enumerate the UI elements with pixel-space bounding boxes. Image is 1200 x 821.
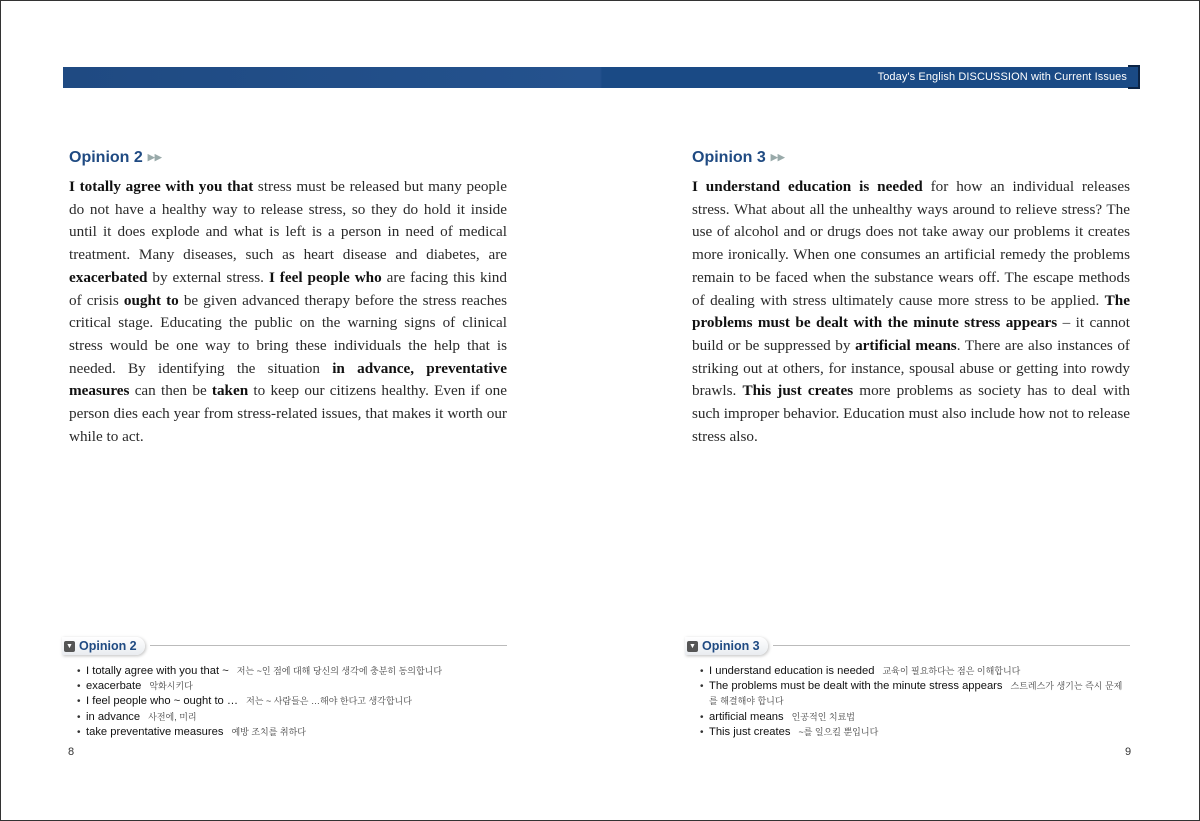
vocab-item	[77, 664, 507, 679]
right-paragraph	[692, 176, 1130, 448]
vocab-english: I feel people who ~ ought to …	[86, 695, 239, 708]
vocab-korean: 예방 조치를 취하다	[231, 726, 306, 737]
chevron-down-icon: ▼	[687, 641, 698, 652]
left-opinion-heading	[69, 149, 162, 167]
vocab-item	[77, 679, 507, 694]
paragraph-text: . There are also instances of striking out at others, for instance, spousal abuse or getting into rowdy brawls.	[692, 336, 1130, 400]
vocab-korean: 인공적인 치료법	[791, 711, 855, 722]
left-heading-text: Opinion 2	[69, 149, 143, 166]
left-vocab-tab	[62, 635, 145, 657]
left-vocab-tab-box	[62, 637, 145, 655]
left-vocab-tab-label: Opinion 2	[79, 639, 137, 653]
vocab-item	[700, 725, 1130, 740]
vocab-item	[700, 679, 1130, 709]
left-vocab-list	[77, 664, 507, 740]
key-phrase: The problems must be dealt with the minute stress appears	[692, 291, 1130, 332]
right-vocab-list	[700, 664, 1130, 740]
paragraph-text: – it cannot build or be suppressed by	[692, 314, 1130, 354]
key-phrase: I feel people who	[268, 268, 382, 286]
paragraph-text: can then be	[129, 382, 212, 400]
vocab-item	[77, 694, 507, 709]
key-phrase: in advance, preventative measures	[69, 359, 507, 400]
key-phrase: This just creates	[742, 382, 854, 400]
paragraph-text: be given advanced therapy before the stress reaches critical stage. Educating the public on the warning signs of clinical stress would be one way to bring these individuals the help that is needed. By identifying the situation	[69, 291, 507, 377]
paragraph-text: for how an individual releases stress. What about all the unhealthy ways around to relieve stress? The use of alcohol and or drugs does not take away our problems it creates more ironically. When one consumes an artificial remedy the problems remain to be faced when the substance wears off. The escape methods of dealing with stress ultimately cause more stress to be applied.	[692, 178, 1130, 309]
vocab-english: exacerbate	[86, 680, 142, 693]
vocab-english: take preventative measures	[86, 725, 224, 738]
chevron-down-icon: ▼	[64, 641, 75, 652]
header-title: Today's English DISCUSSION with Current Issues	[877, 71, 1127, 83]
right-vocab-tab-label: Opinion 3	[702, 639, 760, 653]
right-heading-text: Opinion 3	[692, 149, 766, 166]
vocab-korean: 저는 ~ 사람들은 …해야 한다고 생각합니다	[246, 696, 412, 707]
key-phrase: ought to	[123, 291, 179, 309]
key-phrase: artificial means	[855, 336, 957, 354]
paragraph-text: stress must be released but many people do not have a healthy way to release stress, so they do hold it inside until it does explode and what is left is a person in need of medical treatment. Many diseases, such as heart disease and diabetes, are	[69, 178, 507, 264]
double-arrow-icon: ▶▶	[147, 152, 162, 162]
vocab-english: This just creates	[709, 725, 791, 738]
key-phrase: I totally agree with you that	[69, 178, 254, 195]
left-page-number: 8	[68, 746, 75, 758]
paragraph-text: to keep our citizens healthy. Even if one person dies each year from stress-related issues, that makes it worth our while to act.	[69, 382, 507, 445]
double-arrow-icon: ▶▶	[770, 152, 785, 162]
vocab-item	[77, 725, 507, 740]
vocab-english: in advance	[86, 710, 141, 723]
paragraph-text: by external stress.	[147, 268, 269, 286]
right-vocab-tab	[685, 635, 768, 657]
paragraph-text: are facing this kind of crisis	[69, 268, 507, 309]
vocab-item	[700, 710, 1130, 725]
right-page-number: 9	[1125, 746, 1132, 758]
left-vocab-divider	[150, 645, 507, 646]
vocab-english: I understand education is needed	[709, 665, 875, 677]
right-vocab-tab-box	[685, 637, 768, 655]
key-phrase: I understand education is needed	[692, 178, 923, 195]
header-notch	[1128, 65, 1140, 89]
vocab-english: artificial means	[709, 710, 784, 723]
vocab-korean: 저는 ~인 점에 대해 당신의 생각에 충분히 동의합니다	[236, 666, 443, 676]
vocab-korean: 교육이 필요하다는 점은 이해합니다	[882, 666, 1021, 676]
vocab-item	[77, 710, 507, 725]
vocab-english: I totally agree with you that ~	[86, 665, 229, 677]
vocab-korean: 스트레스가 생기는 즉시 문제를 해결해야 합니다	[709, 681, 1123, 707]
header-bar	[63, 67, 1137, 88]
vocab-english: The problems must be dealt with the minute stress appears	[709, 680, 1003, 693]
vocab-korean: 사전에, 미리	[148, 711, 197, 722]
paragraph-text: more problems as society has to deal with such improper behavior. Education must also include how not to release stress also.	[692, 382, 1130, 445]
vocab-item	[700, 664, 1130, 679]
vocab-korean: ~를 일으킬 뿐입니다	[798, 726, 879, 737]
right-opinion-heading	[692, 149, 785, 167]
vocab-korean: 악화시키다	[149, 681, 193, 692]
key-phrase: taken	[211, 382, 249, 400]
left-paragraph	[69, 176, 507, 448]
key-phrase: exacerbated	[69, 268, 148, 286]
right-vocab-divider	[773, 645, 1130, 646]
